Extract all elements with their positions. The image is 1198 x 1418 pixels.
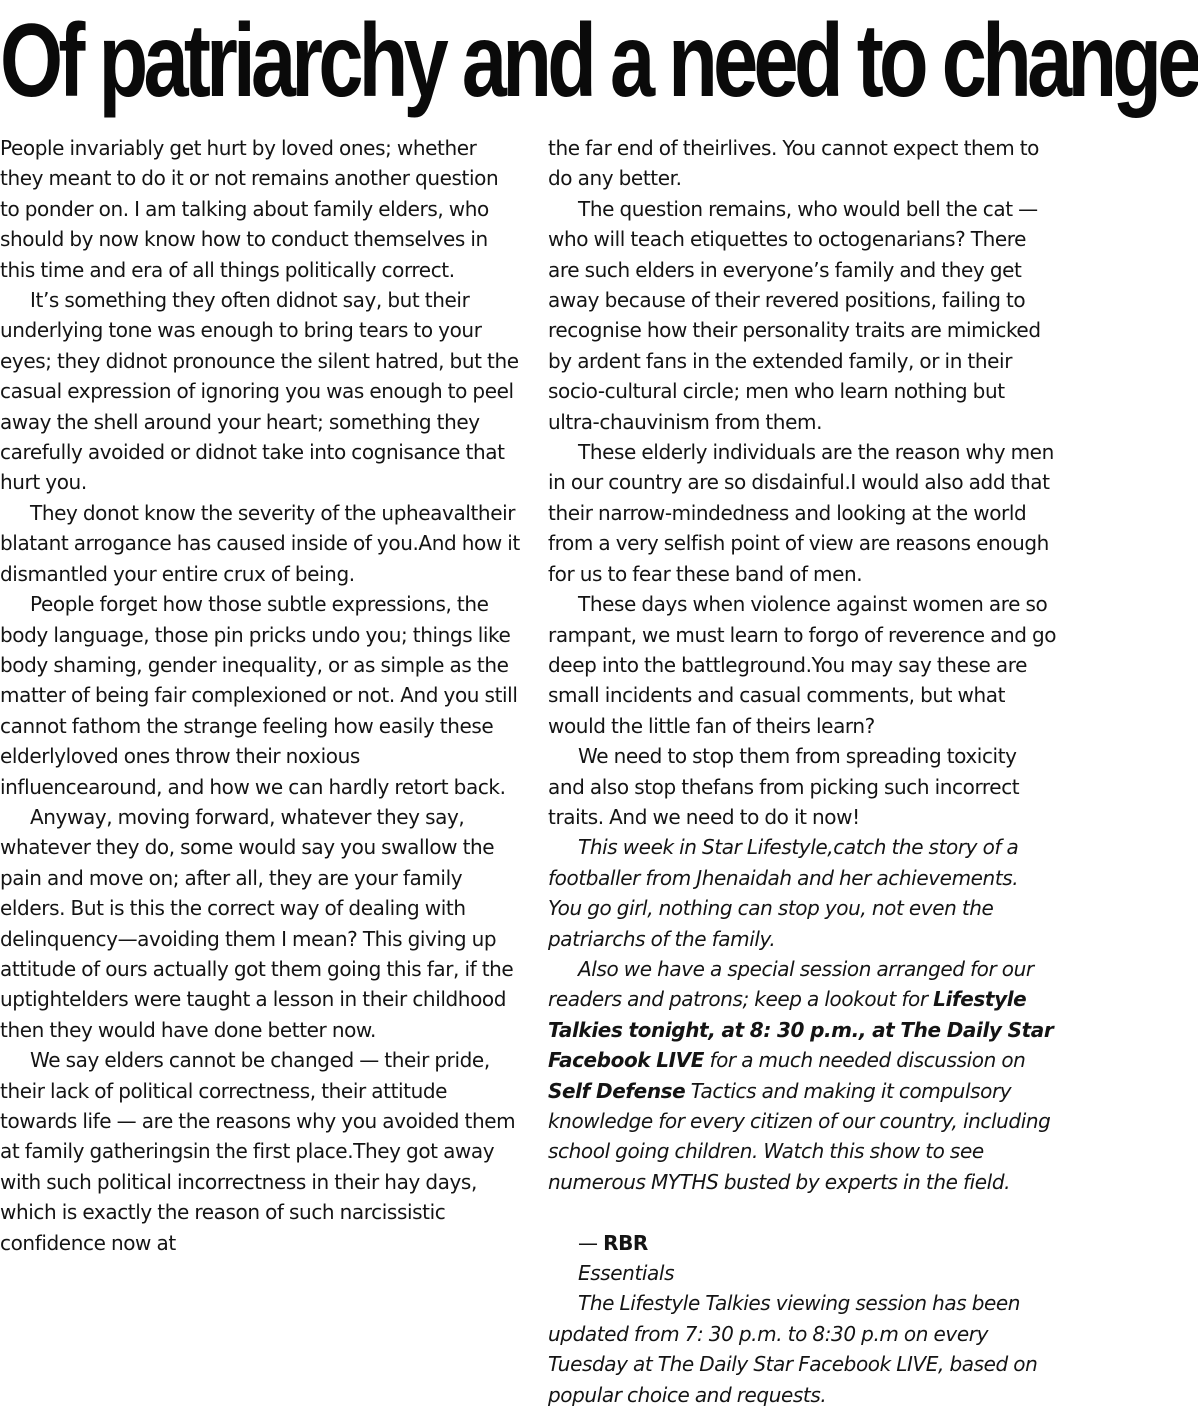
essentials-text: The Lifestyle Talkies viewing session has been updated from 7: 30 p.m. to 8:30 p.m on every Tuesday at The Daily Star Facebook LIVE, based on popular choice and requests. <box>548 1291 1038 1407</box>
article-right-column <box>548 133 1057 1410</box>
promo-text: for a much needed discussion on <box>703 1048 1026 1073</box>
paragraph: We need to stop them from spreading toxicity and also stop thefans from picking such incorrect traits. And we need to do it now! <box>548 744 1020 829</box>
spacer <box>548 1197 1057 1227</box>
session-highlight: Lifestyle Talkies tonight, at 8: 30 p.m., at The Daily Star Facebook LIVE <box>548 987 1054 1073</box>
paragraph: People invariably get hurt by loved ones; whether they meant to do it or not remains another question to ponder on. I am talking about family elders, who should by now know how to conduct themselves in this time and era of all things politically correct. <box>0 136 499 282</box>
paragraph: The question remains, who would bell the cat —who will teach etiquettes to octogenarians? There are such elders in everyone’s family and they get away because of their revered positions, failing to recognise how their personality traits are mimicked by ardent fans in the extended family, or in their socio-cultural circle; men who learn nothing but ultra-chauvinism from them. <box>548 196 1041 434</box>
promo-paragraph: This week in Star Lifestyle,catch the story of a footballer from Jhenaidah and her achievements. You go girl, nothing can stop you, not even the patriarchs of the family. <box>548 835 1019 951</box>
paragraph: These days when violence against women are so rampant, we must learn to forgo of reverence and go deep into the battleground.You may say these are small incidents and casual comments, but what would the little fan of theirs learn? <box>548 592 1057 738</box>
promo-text: Also we have a special session arranged for our readers and patrons; keep a lookout for <box>548 956 1034 1012</box>
paragraph: They donot know the severity of the upheavaltheir blatant arrogance has caused inside of you.And how it dismantled your entire crux of being. <box>0 500 520 586</box>
author-name: RBR <box>603 1230 648 1255</box>
paragraph: We say elders cannot be changed — their pride, their lack of political correctness, their attitude towards life — are the reasons why you avoided them at family gatheringsin the first place.They got away with such political incorrectness in their hay days, which is exactly the reason of such narcissistic confidence now at <box>0 1048 516 1255</box>
headline <box>0 3 1198 119</box>
promo-session-paragraph <box>548 954 1057 1197</box>
paragraph: People forget how those subtle expressions, the body language, those pin pricks undo you; things like body shaming, gender inequality, or as simple as the matter of being fair complexioned or not. And you still cannot fathom the strange feeling how easily these elderlyloved ones throw their noxious influencearound, and how we can hardly retort back. <box>0 592 518 799</box>
paragraph: the far end of theirlives. You cannot expect them to do any better. <box>548 136 1040 191</box>
headline-text: Of patriarchy and a need to change <box>0 3 1198 119</box>
signature-dash: — <box>578 1230 604 1255</box>
article-left-column <box>0 133 520 1258</box>
paragraph: These elderly individuals are the reason why men in our country are so disdainful.I would also add that their narrow-mindedness and looking at the world from a very selfish point of view are reasons enough for us to fear these band of men. <box>548 440 1054 586</box>
paragraph: Anyway, moving forward, whatever they say, whatever they do, some would say you swallow the pain and move on; after all, they are your family elders. But is this the correct way of dealing with delinquency—avoiding them I mean? This giving up attitude of ours actually got them going this far, if the uptightelders were taught a lesson in their childhood then they would have done better now. <box>0 804 514 1042</box>
topic-highlight: Self Defense <box>548 1078 686 1103</box>
essentials-label: Essentials <box>578 1261 675 1286</box>
promo-text: Tactics and making it compulsory knowledge for every citizen of our country, including school going children. Watch this show to see numerous MYTHS busted by experts in the field. <box>548 1078 1051 1194</box>
paragraph: It’s something they often didnot say, but their underlying tone was enough to bring tears to your eyes; they didnot pronounce the silent hatred, but the casual expression of ignoring you was enough to peel away the shell around your heart; something they carefully avoided or didnot take into cognisance that hurt you. <box>0 288 519 495</box>
author-signature <box>548 1228 1057 1258</box>
